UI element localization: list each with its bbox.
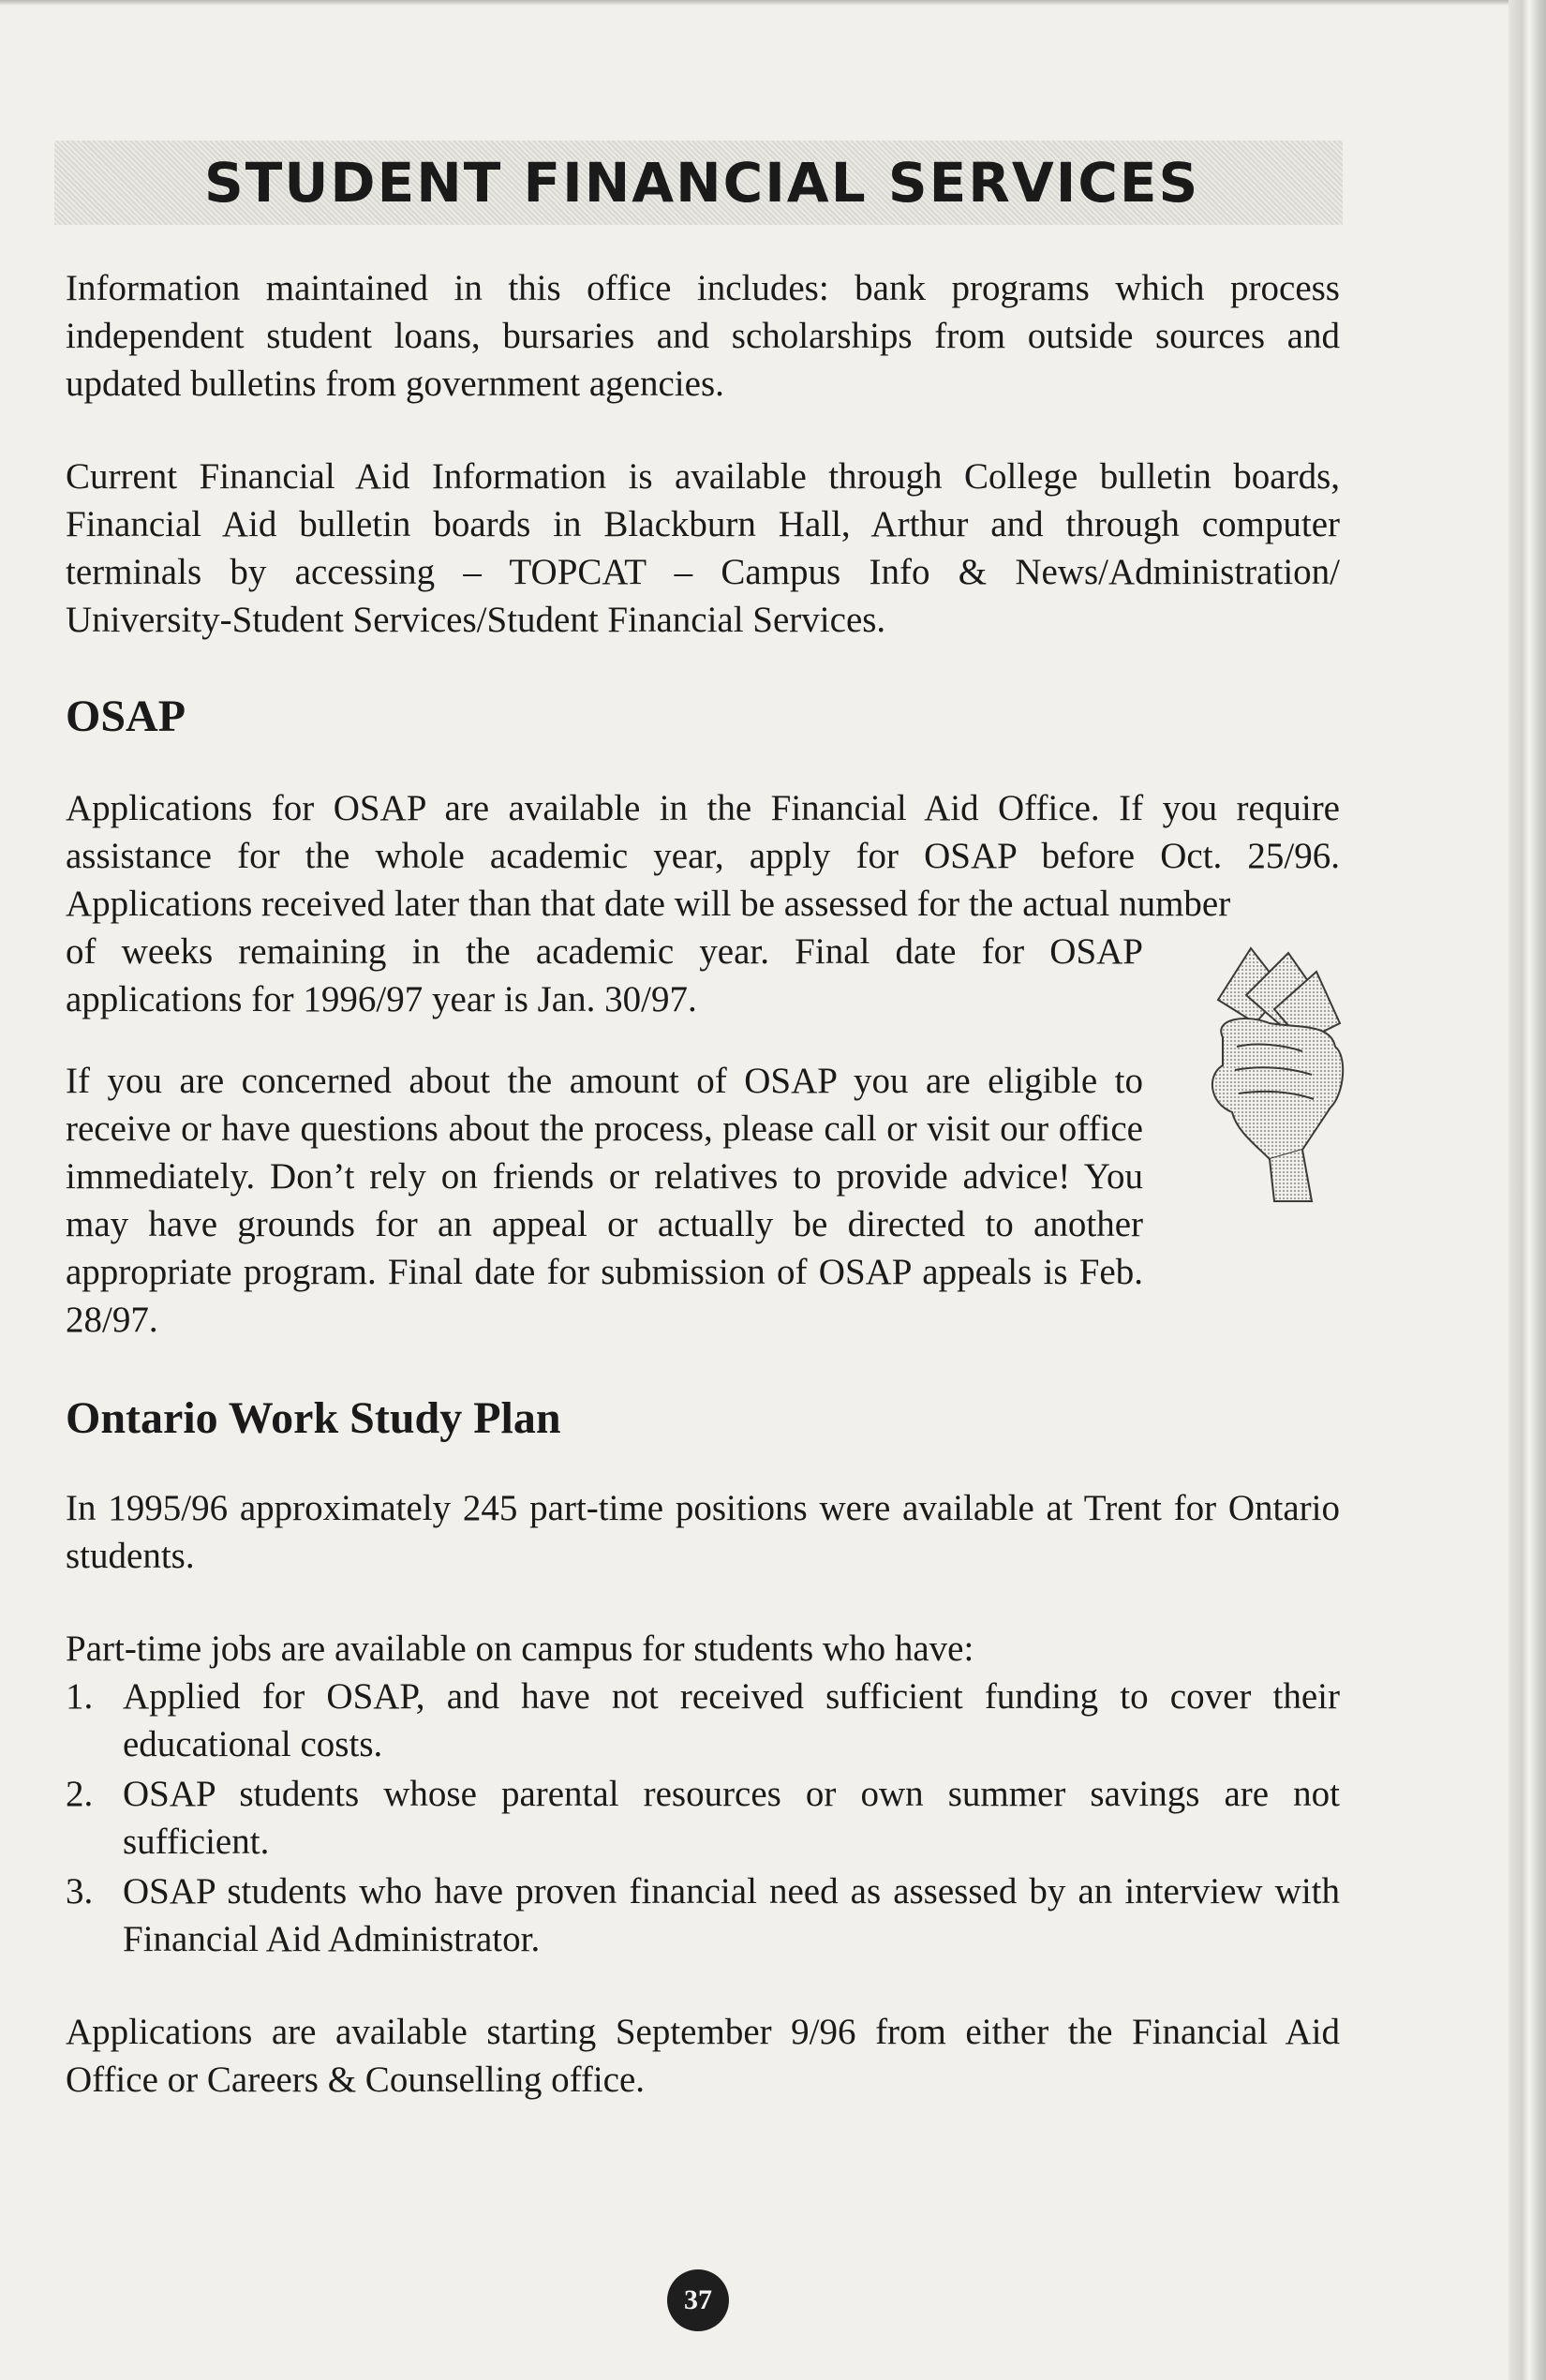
intro-paragraph: Current Financial Aid Information is available through College bulletin boards, Financial Aid bulletin boards in Blackburn Hall, Arthur and through computer terminals by accessing – TOPCAT – Campus Info & News/Administration/ University-Student Services/Student Financial Services. (66, 456, 1340, 640)
page-number-badge: 37 (667, 2269, 729, 2331)
page-content (66, 141, 1340, 2104)
list-item (66, 1867, 1340, 1963)
osap-paragraph: If you are concerned about the amount of OSAP you are eligible to receive or have questions about the process, please call or visit our office immediately. Don’t rely on friends or relatives to provide advice! You may have grounds for an appeal or actually be directed to another appropriate program. Final date for submission of OSAP appeals is Feb. 28/97. (66, 1061, 1143, 1340)
osap-section (66, 784, 1340, 1344)
list-item-text: OSAP students who have proven financial need as assessed by an interview with Financial Aid Administrator. (123, 1871, 1340, 1959)
work-study-heading: Ontario Work Study Plan (66, 1393, 561, 1443)
page-title: STUDENT FINANCIAL SERVICES (204, 151, 1200, 215)
osap-heading: OSAP (66, 692, 186, 741)
work-study-paragraph: In 1995/96 approximately 245 part-time positions were available at Trent for Ontario students. (66, 1488, 1340, 1576)
eligibility-list (66, 1673, 1340, 1963)
section-banner (54, 141, 1343, 225)
list-item (66, 1673, 1340, 1768)
work-study-paragraph: Part-time jobs are available on campus for students who have: (66, 1629, 974, 1669)
list-item-text: OSAP students whose parental resources or own summer savings are not sufficient. (123, 1774, 1340, 1862)
work-study-paragraph: Applications are available starting September 9/96 from either the Financial Aid Office or Careers & Counselling office. (66, 2012, 1340, 2100)
list-item (66, 1770, 1340, 1866)
list-item-number: 3. (66, 1871, 94, 1911)
page-top-shadow (0, 0, 1546, 6)
intro-paragraph: Information maintained in this office includes: bank programs which process independent student loans, bursaries and scholarships from outside sources and updated bulletins from government agencies. (66, 268, 1340, 404)
list-item-text: Applied for OSAP, and have not received sufficient funding to cover their educational costs. (123, 1676, 1340, 1764)
page-binding-edge (1509, 0, 1546, 2380)
list-item-number: 1. (66, 1676, 94, 1717)
osap-paragraph-continued: of weeks remaining in the academic year. Final date for OSAP applications for 1996/97 year is Jan. 30/97. (66, 931, 1143, 1019)
money-fist-icon (1181, 934, 1359, 1215)
list-item-number: 2. (66, 1774, 94, 1814)
osap-paragraph: Applications for OSAP are available in the Financial Aid Office. If you require assistance for the whole academic year, apply for OSAP before Oct. 25/96. Applications received later than that date will be assessed for the actual number (66, 788, 1340, 924)
